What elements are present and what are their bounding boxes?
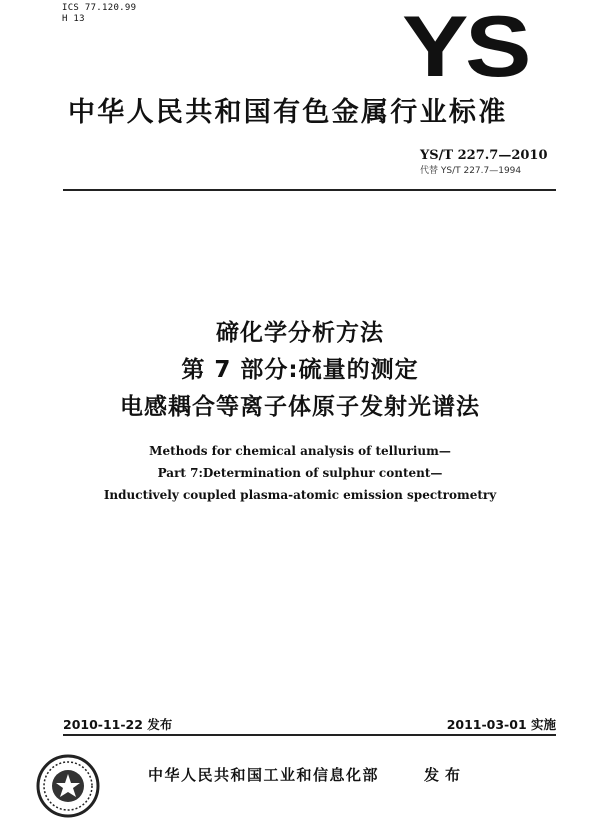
implementation-date: 2011-03-01 实施 — [446, 717, 556, 732]
replaces-standard: 代替 YS/T 227.7—1994 — [420, 166, 522, 176]
ys-logo — [400, 12, 530, 82]
class-code: H 13 — [62, 14, 85, 24]
title-zh-line2: 第 7 部分:硫量的测定 — [181, 357, 419, 383]
title-zh-line3: 电感耦合等离子体原子发射光谱法 — [120, 394, 480, 420]
title-en-line3: Inductively coupled plasma-atomic emission spectrometry — [103, 488, 497, 502]
ics-code: ICS 77.120.99 — [62, 3, 137, 13]
publish-label: 发布 — [424, 766, 467, 784]
organization-title: 中华人民共和国有色金属行业标准 — [68, 97, 508, 128]
issue-date: 2010-11-22 发布 — [63, 717, 173, 732]
ys-logo-text: YS — [402, 12, 528, 82]
title-en-line1: Methods for chemical analysis of tellurium— — [149, 444, 451, 458]
ministry-seal-icon — [36, 754, 100, 818]
bottom-divider — [63, 734, 556, 736]
top-divider — [63, 189, 556, 191]
title-en-line2: Part 7:Determination of sulphur content— — [157, 466, 443, 480]
title-zh-line1: 碲化学分析方法 — [216, 320, 384, 346]
classification-codes — [62, 3, 136, 25]
standard-number: YS/T 227.7—2010 — [420, 148, 548, 163]
issuing-authority: 中华人民共和国工业和信息化部 — [148, 766, 380, 784]
